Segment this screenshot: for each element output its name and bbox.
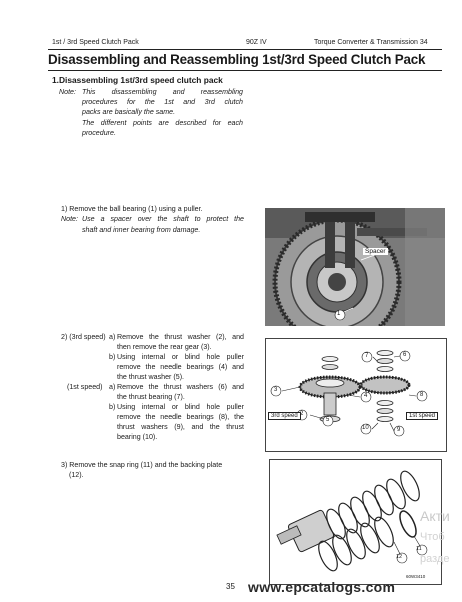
step2-text: Using internal or blind hole puller [117, 403, 244, 411]
figure-1st-speed-label: 1st speed [406, 412, 438, 420]
figure-callout-7: 7 [365, 353, 369, 359]
step1-note-line: shaft and inner bearing from damage. [82, 226, 201, 234]
note-label: Note: [59, 88, 76, 96]
section-heading: 1.Disassembling 1st/3rd speed clutch pack [52, 75, 223, 85]
step3-text: (12). [69, 471, 84, 479]
figure-callout-3: 3 [274, 387, 278, 393]
header-rule [48, 49, 442, 50]
step2-text: then remove the rear gear (3). [117, 343, 212, 351]
step2-a3-label: a) [109, 333, 116, 341]
watermark-link[interactable]: www.epcatalogs.com [248, 579, 396, 595]
figure-3rd-speed-label: 3rd speed [268, 412, 301, 420]
figure-callout-4: 4 [364, 393, 368, 399]
note-line: packs are basically the same. [82, 108, 176, 116]
page-title: Disassembling and Reassembling 1st/3rd Speed Clutch Pack [48, 52, 426, 67]
step2-text: remove the needle bearings (4) and [117, 363, 244, 371]
page-number: 35 [226, 582, 235, 591]
header-chapter: Torque Converter & Transmission 34 [314, 39, 428, 46]
figure-callout-12: 12 [396, 554, 403, 560]
step1-note-line: Use a spacer over the shaft to protect the [82, 215, 244, 223]
step2-text: Using internal or blind hole puller [117, 353, 244, 361]
header-section-title: 1st / 3rd Speed Clutch Pack [52, 39, 139, 46]
figure-callout-11: 11 [416, 546, 422, 552]
figure-callout-5: 5 [326, 417, 330, 423]
overlay-text: Чтоб [420, 531, 445, 543]
step2-text: the thrust bearing (7). [117, 393, 185, 401]
figure-callout-2: 2 [300, 411, 304, 417]
step1-text: 1) Remove the ball bearing (1) using a puller. [61, 205, 203, 213]
figure-callout-10: 10 [362, 425, 369, 431]
step2-b3-label: b) [109, 353, 116, 361]
figure-clutch-pack [269, 459, 442, 585]
title-rule [48, 70, 442, 71]
figure-callout-1: 1 [337, 311, 341, 317]
note-line: procedures for the 1st and 3rd clutch [82, 98, 243, 106]
figure-exploded-bearings [265, 338, 447, 452]
step1-note-label: Note: [61, 215, 78, 223]
note-line: The different points are described for each [82, 119, 243, 127]
step3-text: 3) Remove the snap ring (11) and the backing plate [61, 461, 223, 469]
step2-text: Remove the thrust washer (2), and [117, 333, 244, 341]
figure-callout-9: 9 [397, 427, 401, 433]
step2-b1-label: b) [109, 403, 116, 411]
figure-code: 60W3410 [406, 574, 426, 579]
overlay-text: Акти [420, 508, 450, 524]
figure-spacer-label: Spacer [365, 248, 386, 255]
figure-callout-6: 6 [403, 352, 407, 358]
figure-callout-8: 8 [420, 392, 424, 398]
step2-a1-label: a) [109, 383, 116, 391]
step2-text: thrust washers (9), and the thrust [117, 423, 244, 431]
step2-1st-label: (1st speed) [67, 383, 103, 391]
step2-3rd-label: 2) (3rd speed) [61, 333, 106, 341]
note-line: procedure. [82, 129, 116, 137]
figure-gear-photo [265, 208, 445, 326]
step2-text: remove the needle bearings (8), the [117, 413, 244, 421]
overlay-text: разде [420, 553, 450, 565]
step2-text: Remove the thrust washers (6) and [117, 383, 244, 391]
header-model: 90Z IV [246, 39, 267, 46]
step2-text: the thrust washer (5). [117, 373, 185, 381]
step2-text: bearing (10). [117, 433, 158, 441]
note-line: This disassembling and reassembling [82, 88, 243, 96]
